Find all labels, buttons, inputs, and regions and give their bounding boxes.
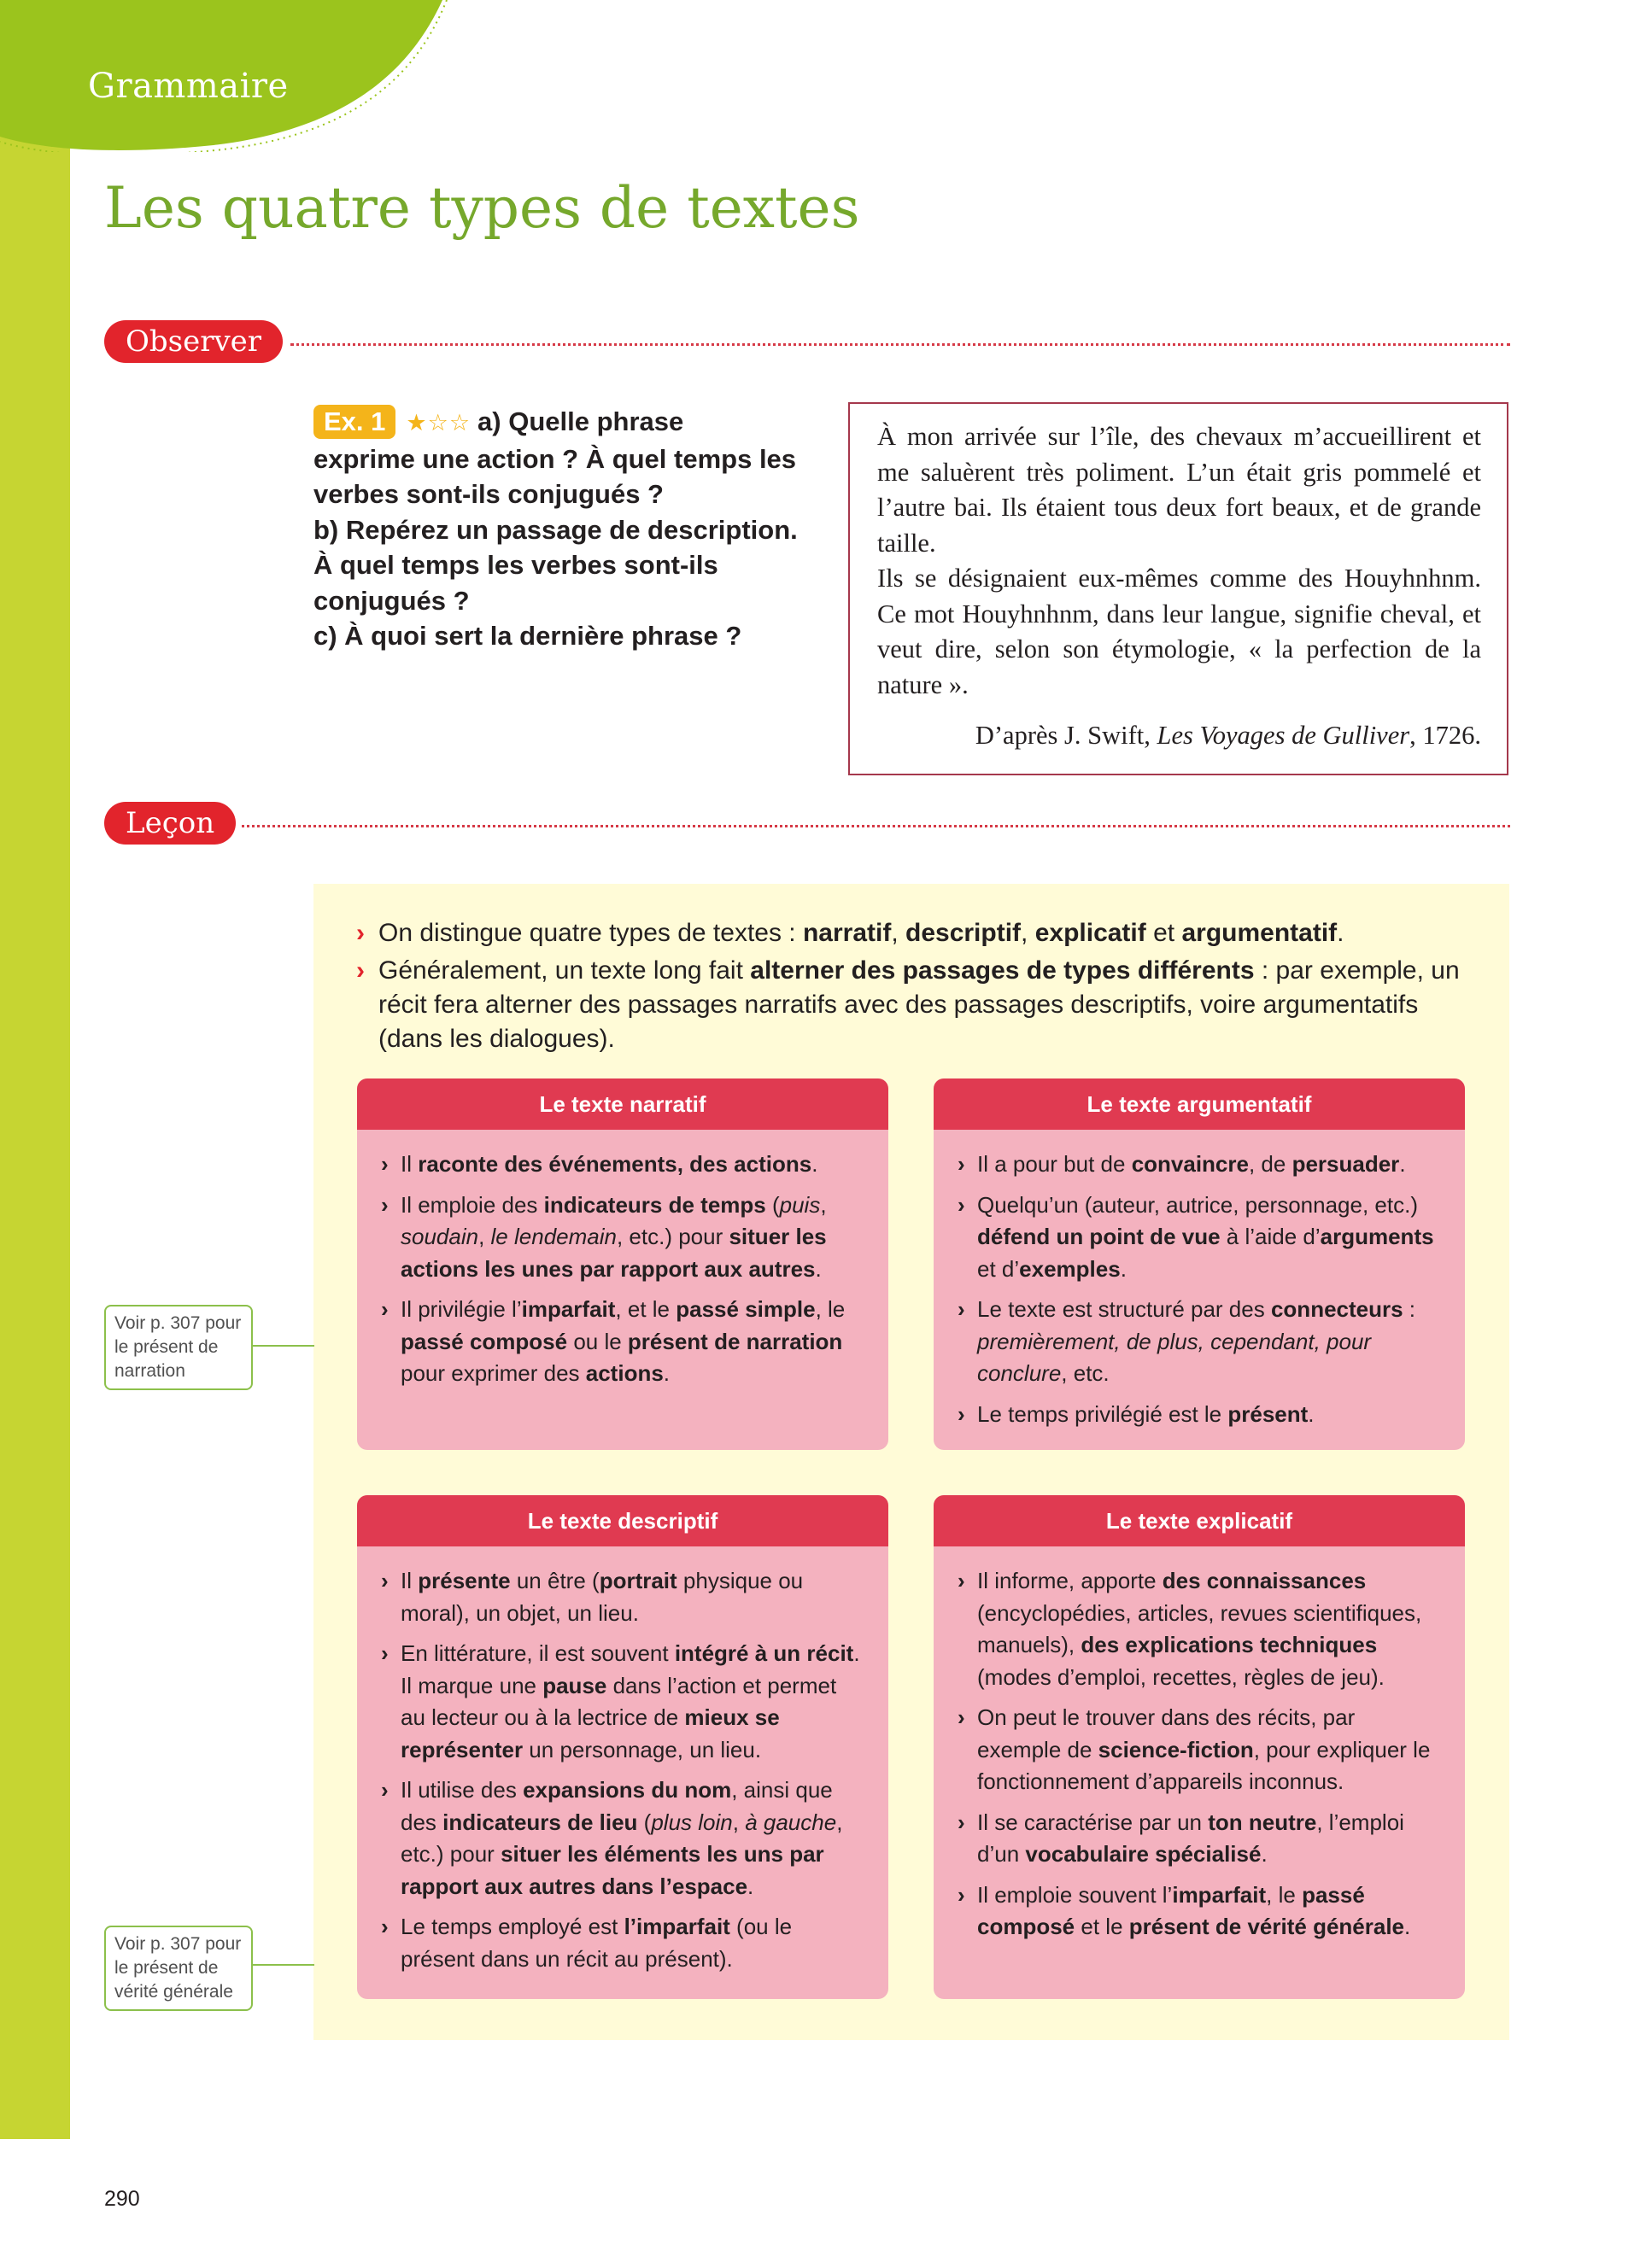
source-title: Les Voyages de Gulliver (1157, 721, 1410, 750)
star-empty-icon: ☆ (427, 410, 449, 435)
list-item: › En littérature, il est souvent intégré à un récit. Il marque une pause dans l’action et permet au lecteur ou à la lectrice de mieux se représenter un personnage, un lieu. (381, 1638, 864, 1766)
observer-heading: Observer (104, 320, 283, 363)
page-title: Les quatre types de textes (104, 175, 860, 241)
intro-point-1: › On distingue quatre types de textes : narratif, descriptif, explicatif et argumentatif. (356, 916, 1475, 950)
list-item: › Il emploie souvent l’imparfait, le passé composé et le présent de vérité générale. (958, 1879, 1441, 1944)
quote-source (877, 718, 1481, 754)
chevron-right-icon: › (381, 1191, 389, 1218)
star-filled-icon: ★ (406, 410, 428, 435)
chevron-right-icon: › (958, 1568, 965, 1593)
chevron-right-icon: › (381, 1777, 389, 1803)
lesson-intro (356, 916, 1475, 1060)
page-number: 290 (104, 2187, 140, 2211)
exercise-question-c: c) À quoi sert la dernière phrase ? (313, 621, 742, 651)
note-present-verite: Voir p. 307 pour le présent de vérité générale (104, 1926, 253, 2011)
card-title: Le texte narratif (357, 1078, 888, 1130)
card-title: Le texte argumentatif (934, 1078, 1465, 1130)
chevron-right-icon: › (381, 1640, 389, 1666)
note-connector-line (253, 1345, 314, 1347)
chevron-right-icon: › (381, 1914, 389, 1939)
list-item: › Le temps employé est l’imparfait (ou le présent dans un récit au présent). (381, 1911, 864, 1975)
card-title: Le texte explicatif (934, 1495, 1465, 1546)
exercise-line: verbes sont-ils conjugués ? (313, 479, 664, 509)
star-empty-icon: ☆ (448, 410, 472, 435)
list-item: › On peut le trouver dans des récits, par exemple de science-fiction, pour expliquer le fonctionnement d’appareils inconnus. (958, 1702, 1441, 1798)
source-text-box (848, 402, 1508, 775)
chevron-right-icon: › (958, 1881, 965, 1908)
chevron-right-icon: › (381, 1151, 389, 1177)
chevron-right-icon: › (958, 1400, 965, 1427)
list-item: › Il raconte des événements, des actions. (381, 1149, 864, 1181)
list-item: › Il utilise des expansions du nom, ainsi que des indicateurs de lieu (plus loin, à gauche, etc.) pour situer les éléments les uns par rapport aux autres dans l’espace. (381, 1774, 864, 1903)
list-item: › Quelqu’un (auteur, autrice, personnage, etc.) défend un point de vue à l’aide d’arguments et d’exemples. (958, 1190, 1441, 1286)
card-argumentatif (934, 1078, 1465, 1450)
list-item: › Il présente un être (portrait physique ou moral), un objet, un lieu. (381, 1565, 864, 1629)
list-item: › Il se caractérise par un ton neutre, l’emploi d’un vocabulaire spécialisé. (958, 1807, 1441, 1871)
left-color-bar (0, 0, 70, 2139)
section-label: Grammaire (88, 67, 289, 106)
chevron-right-icon: › (356, 919, 365, 947)
chevron-right-icon: › (958, 1809, 965, 1835)
list-item: › Le temps privilégié est le présent. (958, 1399, 1441, 1431)
card-descriptif (357, 1495, 888, 1999)
quote-paragraph-2: Ils se désignaient eux-mêmes comme des Houyhnhnm. Ce mot Houyhnhnm, dans leur langue, signifie cheval, et veut dire, selon son étymologie, « la perfection de la nature ». (877, 564, 1481, 699)
intro-point-2: › Généralement, un texte long fait alterner des passages de types différents : par exemple, un récit fera alterner des passages narratifs avec des passages descriptifs, voire argumentatifs (dans les dialogues). (356, 954, 1475, 1056)
list-item: › Il informe, apporte des connaissances (encyclopédies, articles, revues scientifiques, manuels), des explications techniques (modes d’emploi, recettes, règles de jeu). (958, 1565, 1441, 1693)
exercise-line: exprime une action ? À quel temps les (313, 443, 797, 474)
list-item: › Il a pour but de convaincre, de persuader. (958, 1149, 1441, 1181)
exercise-question-b: b) Repérez un passage de description. (313, 514, 798, 545)
chevron-right-icon: › (958, 1151, 965, 1177)
chevron-right-icon: › (356, 956, 365, 985)
chevron-right-icon: › (381, 1568, 389, 1593)
exercise-line: conjugués ? (313, 585, 470, 616)
list-item: › Il privilégie l’imparfait, et le passé simple, le passé composé ou le présent de narration pour exprimer des actions. (381, 1294, 864, 1390)
exercise-question-a: a) Quelle phrase (477, 406, 684, 436)
note-present-narration: Voir p. 307 pour le présent de narration (104, 1305, 253, 1390)
exercise-1 (313, 404, 805, 654)
card-explicatif (934, 1495, 1465, 1999)
card-narratif (357, 1078, 888, 1450)
chevron-right-icon: › (381, 1296, 389, 1322)
chevron-right-icon: › (958, 1191, 965, 1218)
quote-paragraph-1: À mon arrivée sur l’île, des chevaux m’accueillirent et me saluèrent très poliment. L’un était gris pommelé et l’autre bai. Ils étaient tous deux fort beaux, et de grande taille. (877, 422, 1481, 558)
list-item: › Il emploie des indicateurs de temps (puis, soudain, le lendemain, etc.) pour situer les actions les unes par rapport aux autres. (381, 1190, 864, 1286)
lecon-divider (242, 825, 1510, 827)
list-item: › Le texte est structuré par des connecteurs : premièrement, de plus, cependant, pour conclure, etc. (958, 1294, 1441, 1390)
exercise-line: À quel temps les verbes sont-ils (313, 550, 718, 580)
chevron-right-icon: › (958, 1704, 965, 1730)
observer-divider (290, 343, 1510, 346)
source-year: , 1726. (1409, 721, 1481, 750)
card-title: Le texte descriptif (357, 1495, 888, 1546)
lecon-heading: Leçon (104, 802, 236, 845)
chevron-right-icon: › (958, 1296, 965, 1322)
exercise-badge: Ex. 1 (313, 405, 395, 439)
difficulty-stars (406, 410, 471, 435)
note-connector-line (253, 1964, 314, 1966)
source-author: D’après J. Swift, (975, 721, 1157, 750)
